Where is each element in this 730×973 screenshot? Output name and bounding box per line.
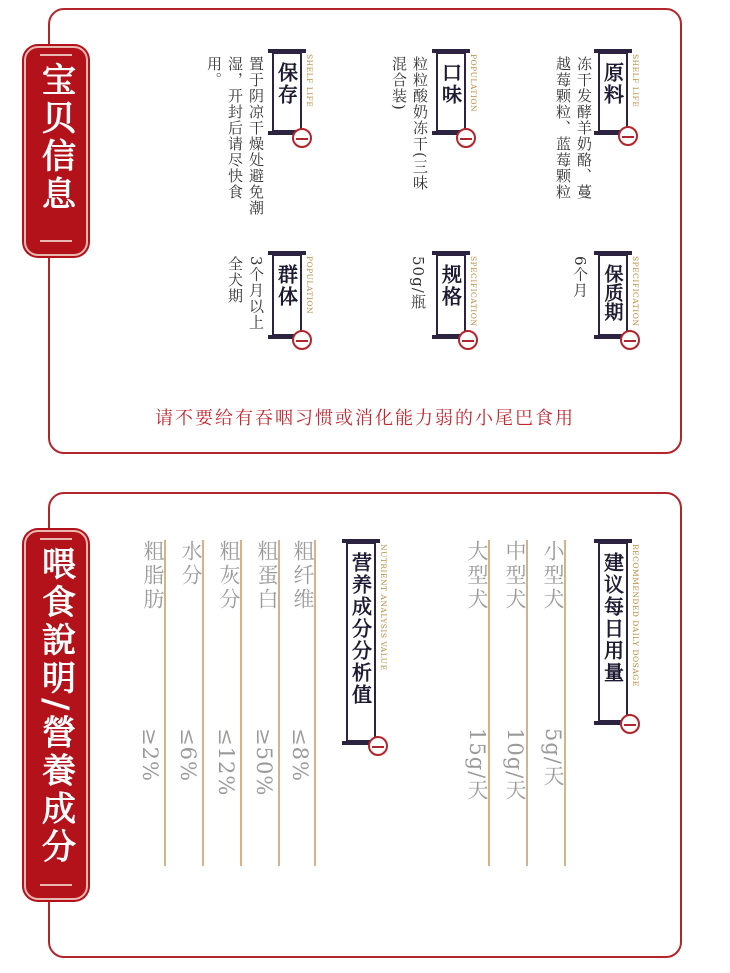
nutrient-value-fiber: ≤8% bbox=[288, 728, 312, 782]
population-subtitle: POPULATION bbox=[305, 256, 314, 315]
nutrient-name-ash: 粗灰分 bbox=[217, 540, 241, 612]
shelf-life-label: 保质期 bbox=[598, 254, 628, 336]
nutrient-value-protein: ≥50% bbox=[252, 728, 276, 797]
nutrient-subtitle: NUTRIENT ANALYSIS VALUE bbox=[379, 544, 388, 671]
seal-icon bbox=[292, 128, 312, 148]
ingredients-subtitle: SHELF LIFE bbox=[631, 54, 640, 108]
seal-icon bbox=[458, 330, 478, 350]
warning-text: 请不要给有吞咽习惯或消化能力弱的小尾巴食用 bbox=[155, 408, 575, 429]
seal-icon bbox=[618, 126, 638, 146]
flavor-text: 粒粒酸奶冻干(三味混合装) bbox=[390, 56, 429, 191]
specification-label: 规格 bbox=[436, 254, 466, 336]
flavor-subtitle: POPULATION bbox=[469, 54, 478, 113]
seal-icon bbox=[368, 736, 388, 756]
dosage-subtitle: RECOMMENDED DAILY DOSAGE bbox=[631, 544, 640, 687]
nutrient-value-moisture: ≤6% bbox=[176, 728, 200, 782]
specification-text: 50g/瓶 bbox=[409, 256, 427, 310]
seal-icon bbox=[620, 330, 640, 350]
dosage-value-medium: 10g/天 bbox=[503, 728, 527, 802]
nutrient-name-moisture: 水分 bbox=[179, 540, 203, 588]
nutrient-label: 营养成分分析值 bbox=[346, 542, 376, 742]
nutrient-value-ash: ≤12% bbox=[214, 728, 238, 797]
specification-subtitle: SPECIFICATION bbox=[469, 256, 478, 327]
seal-icon bbox=[292, 330, 312, 350]
ingredients-text: 冻干发酵羊奶酪、蔓越莓颗粒、蓝莓颗粒 bbox=[554, 56, 593, 200]
product-info-tab-label: 宝贝信息 bbox=[35, 62, 76, 214]
nutrient-name-fat: 粗脂肪 bbox=[141, 540, 165, 612]
dosage-value-small: 5g/天 bbox=[541, 728, 565, 787]
flavor-label: 口味 bbox=[436, 52, 466, 132]
nutrient-value-fat: ≥2% bbox=[138, 728, 162, 782]
dosage-name-medium: 中型犬 bbox=[503, 540, 527, 612]
feeding-nutrition-tab-label: 喂食說明/營養成分 bbox=[35, 546, 76, 867]
storage-subtitle: SHELF LIFE bbox=[305, 54, 314, 108]
dosage-name-large: 大型犬 bbox=[465, 540, 489, 612]
dosage-value-large: 15g/天 bbox=[465, 728, 489, 802]
population-text: 3个月以上全犬期 bbox=[226, 256, 265, 331]
dosage-name-small: 小型犬 bbox=[541, 540, 565, 612]
shelf-life-text: 6个月 bbox=[571, 256, 589, 299]
nutrient-name-fiber: 粗纤维 bbox=[291, 540, 315, 612]
product-info-tab bbox=[24, 46, 88, 256]
feeding-nutrition-tab bbox=[24, 530, 88, 900]
storage-label: 保存 bbox=[272, 52, 302, 132]
nutrient-column bbox=[174, 540, 204, 866]
nutrient-name-protein: 粗蛋白 bbox=[255, 540, 279, 612]
population-label: 群体 bbox=[272, 254, 302, 336]
storage-text: 置于阴凉干燥处避免潮湿，开封后请尽快食用。 bbox=[205, 56, 265, 216]
seal-icon bbox=[456, 128, 476, 148]
shelf-life-subtitle: SPECIFICATION bbox=[631, 256, 640, 327]
dosage-label: 建议每日用量 bbox=[598, 542, 628, 722]
ingredients-label: 原料 bbox=[598, 52, 628, 132]
seal-icon bbox=[620, 714, 640, 734]
